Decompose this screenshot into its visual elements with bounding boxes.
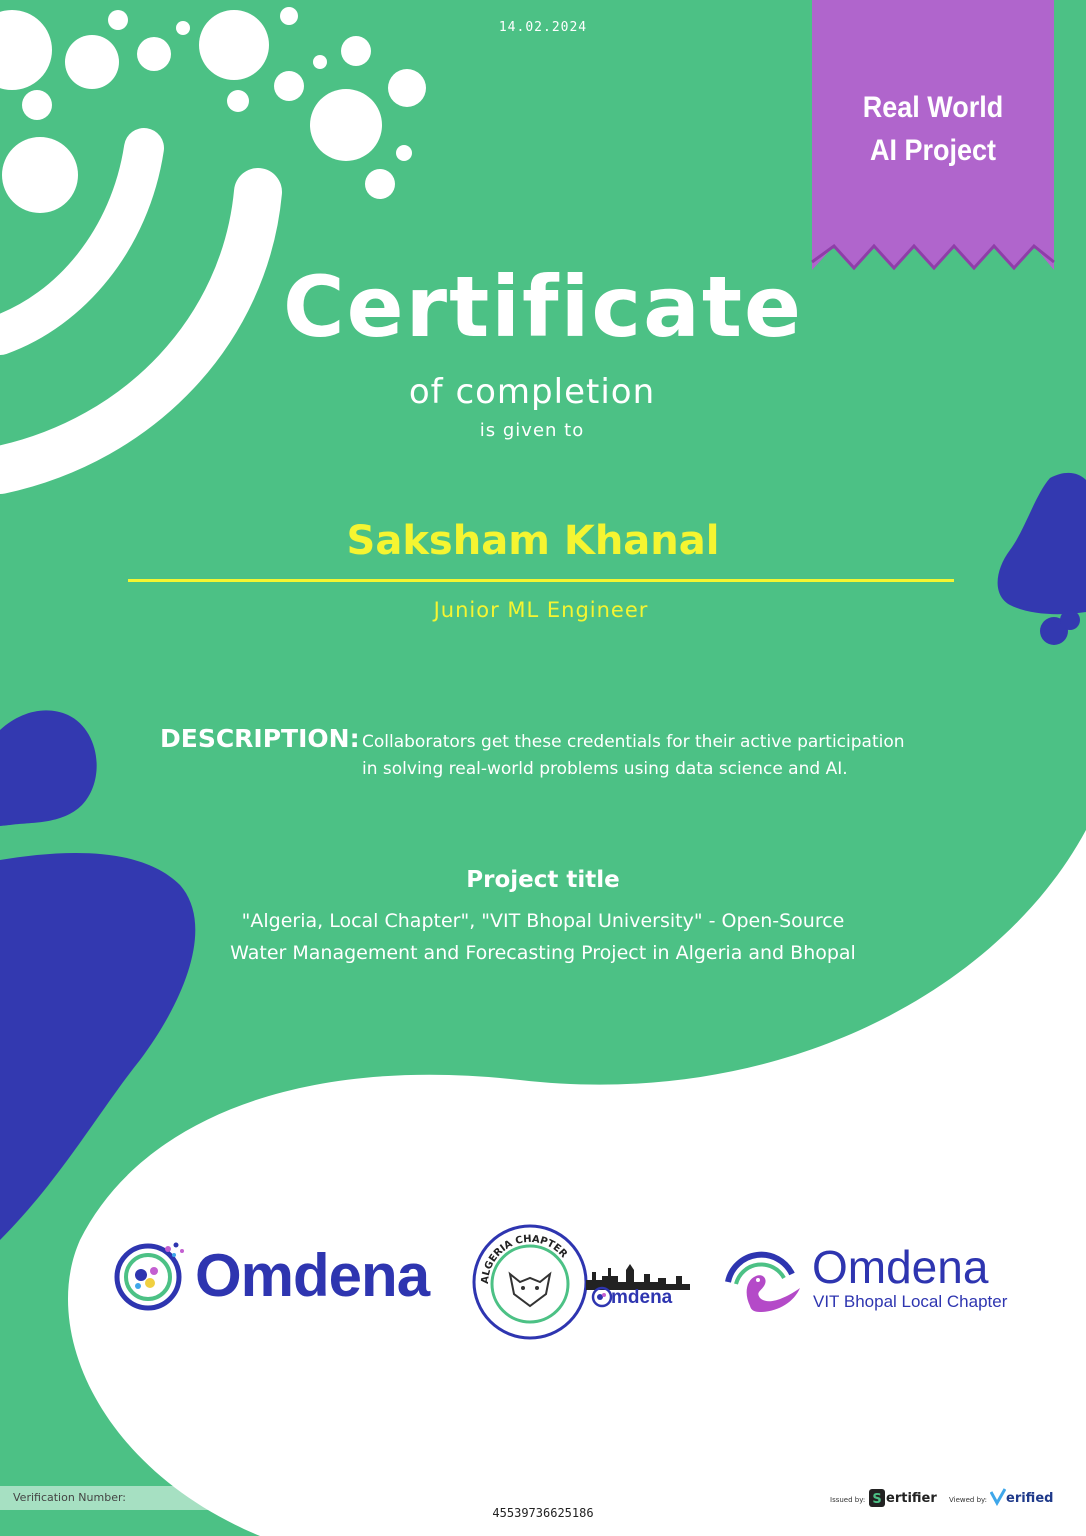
omdena-mini-icon — [591, 1286, 613, 1308]
white-dots-decoration — [0, 7, 426, 213]
ribbon-label — [824, 86, 1042, 172]
algeria-emblem-icon — [470, 1222, 590, 1342]
vit-bhopal-logo — [720, 1240, 1030, 1320]
recipient-role: Junior ML Engineer — [433, 598, 649, 622]
vit-omdena-wordmark: Omdena — [812, 1241, 989, 1293]
issued-by-label: Issued by: — [830, 1496, 866, 1504]
blue-blob-upper-icon — [0, 710, 97, 826]
algeria-chapter-logo — [470, 1222, 700, 1342]
description-label: DESCRIPTION: — [160, 724, 360, 753]
issue-date: 14.02.2024 — [498, 20, 588, 35]
certificate-title: Certificate — [283, 258, 803, 356]
verification-number: 45539736625186 — [492, 1506, 594, 1520]
algeria-ring-text: ALGERIA CHAPTER — [479, 1233, 570, 1285]
name-underline — [128, 579, 954, 582]
viewer-name[interactable]: erified — [1006, 1491, 1054, 1506]
vit-chapter-subtitle: VIT Bhopal Local Chapter — [813, 1292, 1008, 1311]
verification-label: Verification Number: — [13, 1491, 127, 1504]
viewed-by-label: Viewed by: — [949, 1496, 988, 1504]
svg-text:S: S — [872, 1492, 882, 1507]
project-label: Project title — [466, 867, 620, 893]
description-text: Collaborators get these credentials for their active participation in solving real-world problems using data science and AI. — [362, 732, 905, 779]
verified-check-icon — [990, 1488, 1006, 1506]
certificate-subtitle: of completion — [408, 372, 656, 412]
omdena-wordmark: Omdena — [195, 1242, 430, 1309]
recipient-name: Saksham Khanal — [346, 518, 720, 564]
algeria-omdena-wordmark: mdena — [611, 1287, 673, 1308]
ribbon-line-2: AI Project — [869, 134, 997, 167]
issuer-name[interactable]: ertifier — [886, 1491, 937, 1506]
project-title: "Algeria, Local Chapter", "VIT Bhopal University" - Open-Source Water Management and Forecasting Project in Algeria and Bhopal — [230, 910, 856, 964]
omdena-logo-icon — [110, 1237, 190, 1317]
swan-emblem-icon — [720, 1240, 810, 1318]
omdena-logo — [110, 1235, 450, 1315]
given-to-label: is given to — [479, 420, 585, 441]
ribbon-line-1: Real World — [862, 91, 1004, 124]
sertifier-s-icon — [869, 1489, 885, 1507]
